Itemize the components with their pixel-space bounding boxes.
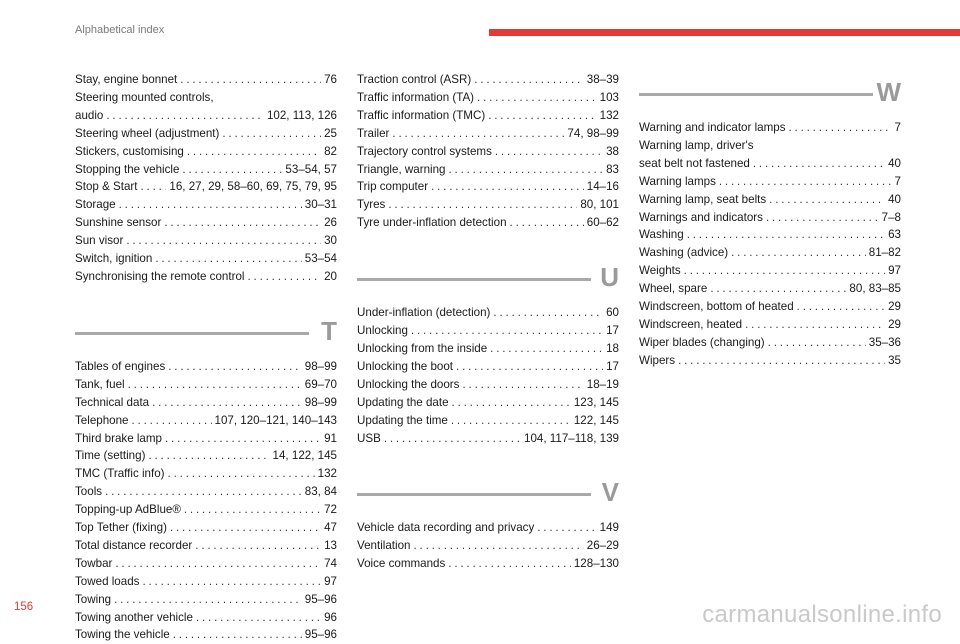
- index-entry-pages: 122, 145: [573, 413, 619, 427]
- index-entry-term: Updating the time: [357, 413, 448, 427]
- index-entry-pages: 7: [894, 174, 901, 188]
- index-entry: [639, 352, 901, 370]
- dot-leader: [384, 430, 521, 448]
- index-column-1: [75, 71, 337, 644]
- dot-leader: [152, 394, 302, 412]
- dot-leader: [768, 334, 866, 352]
- dot-leader: [490, 340, 603, 358]
- index-entry-term: Windscreen, heated: [639, 317, 743, 331]
- section-rule: [357, 493, 591, 496]
- index-entry: [75, 447, 337, 465]
- watermark: carmanualsonline.info: [702, 601, 942, 628]
- index-entry: [639, 262, 901, 280]
- index-entry-pages: 14, 122, 145: [272, 449, 337, 463]
- index-entry-pages: 82: [324, 144, 337, 158]
- index-entry-term: Tyres: [357, 198, 386, 212]
- index-entry: [357, 161, 619, 179]
- index-entry-term: seat belt not fastened: [639, 156, 750, 170]
- index-entry-term: Windscreen, bottom of heated: [639, 300, 794, 314]
- index-entry-term: Triangle, warning: [357, 162, 446, 176]
- index-entry-pages: 97: [324, 574, 337, 588]
- index-entry-term: Time (setting): [75, 449, 146, 463]
- index-entry: [357, 71, 619, 89]
- dot-leader: [142, 573, 321, 591]
- index-entry-pages: 53–54: [304, 252, 337, 266]
- index-entry-pages: 26: [324, 216, 337, 230]
- index-entry: [75, 161, 337, 179]
- dot-leader: [388, 196, 577, 214]
- index-entry-term: audio: [75, 108, 104, 122]
- index-entry: [75, 196, 337, 214]
- index-entry-pages: 72: [324, 503, 337, 517]
- dot-leader: [477, 89, 597, 107]
- index-entry: [357, 107, 619, 125]
- dot-leader: [222, 125, 321, 143]
- index-entry: [75, 268, 337, 286]
- dot-leader: [745, 316, 885, 334]
- index-entry-term: Updating the date: [357, 395, 449, 409]
- index-entry-term: Wiper blades (changing): [639, 335, 765, 349]
- dot-leader: [456, 358, 603, 376]
- index-column-2: [357, 71, 619, 573]
- dot-leader: [797, 298, 885, 316]
- dot-leader: [537, 519, 596, 537]
- index-entry-term: Ventilation: [357, 539, 411, 553]
- dot-leader: [114, 591, 302, 609]
- index-entry-pages: 38–39: [586, 73, 619, 86]
- index-entry-term: USB: [357, 431, 381, 445]
- index-entry: [357, 125, 619, 143]
- section-header: [639, 71, 901, 115]
- index-entry-term: Sunshine sensor: [75, 216, 162, 230]
- header-title: Alphabetical index: [75, 24, 165, 36]
- dot-leader: [187, 143, 321, 161]
- index-entry-term: Tank, fuel: [75, 377, 125, 391]
- index-entry-term: Towing the vehicle: [75, 628, 170, 642]
- index-entry-term: Stay, engine bonnet: [75, 73, 178, 86]
- dot-leader: [132, 412, 212, 430]
- index-entry-pages: 30: [324, 234, 337, 248]
- dot-leader: [164, 214, 321, 232]
- index-entry: [357, 358, 619, 376]
- index-entry-pages: 17: [606, 324, 619, 338]
- index-entry-term: Voice commands: [357, 557, 446, 571]
- index-entry-pages: 40: [888, 192, 901, 206]
- index-entry-term: Third brake lamp: [75, 431, 162, 445]
- index-entry-term: Towed loads: [75, 574, 140, 588]
- index-entry-term: Unlocking the boot: [357, 359, 454, 373]
- index-entry-term: Sun visor: [75, 234, 124, 248]
- index-entry: [75, 555, 337, 573]
- index-entry-pages: 132: [599, 108, 619, 122]
- index-entry: [75, 537, 337, 555]
- dot-leader: [766, 209, 879, 227]
- section-header: [75, 310, 337, 354]
- dot-leader: [173, 626, 302, 644]
- index-entry-term: Synchronising the remote control: [75, 269, 245, 283]
- index-entry-pages: 29: [888, 317, 901, 331]
- dot-leader: [170, 519, 321, 537]
- index-entry: [639, 316, 901, 334]
- index-entry-pages: 91: [324, 431, 337, 445]
- dot-leader: [105, 483, 302, 501]
- index-entry: [639, 226, 901, 244]
- index-entry-term: Storage: [75, 198, 116, 212]
- section-letter: W: [876, 77, 901, 107]
- dot-leader: [148, 447, 269, 465]
- index-entry-term: Towing: [75, 592, 112, 606]
- dot-leader: [392, 125, 564, 143]
- index-entry: [75, 465, 337, 483]
- section-header: [357, 256, 619, 300]
- index-entry-pages: 104, 117–118, 139: [524, 431, 619, 445]
- index-entry-term: Tyre under-inflation detection: [357, 216, 507, 230]
- index-entry-pages: 18–19: [586, 377, 619, 391]
- index-entry-pages: 7: [894, 121, 901, 134]
- index-entry-pages: 83: [606, 162, 619, 176]
- index-entry-pages: 95–96: [304, 628, 337, 642]
- index-entry-term: Trajectory control systems: [357, 144, 492, 158]
- index-entry-term: Topping-up AdBlue®: [75, 503, 181, 517]
- index-entry-term: Unlocking: [357, 324, 408, 338]
- index-entry-term: Technical data: [75, 395, 150, 409]
- header-accent-bar: [489, 29, 960, 36]
- section-rule: [639, 93, 873, 96]
- index-entry-term: Traffic information (TMC): [357, 108, 486, 122]
- index-entry-pages: 69–70: [304, 377, 337, 391]
- index-entry-pages: 35: [888, 353, 901, 367]
- index-entry: [75, 483, 337, 501]
- index-entry-term: Total distance recorder: [75, 538, 193, 552]
- index-entry-term: Warning lamps: [639, 174, 716, 188]
- section-letter: U: [600, 262, 619, 293]
- index-entry-term: Weights: [639, 264, 681, 278]
- dot-leader: [168, 358, 302, 376]
- index-entry: [357, 143, 619, 161]
- index-entry: [75, 394, 337, 412]
- index-entry: [357, 430, 619, 448]
- dot-leader: [710, 280, 846, 298]
- index-entry-term: Warning and indicator lamps: [639, 121, 786, 134]
- index-entry-term: Steering wheel (adjustment): [75, 126, 220, 140]
- section-header: [357, 471, 619, 515]
- index-entry-pages: 76: [324, 73, 337, 86]
- page-number: 156: [14, 601, 34, 613]
- index-entry-term: TMC (Traffic info): [75, 467, 165, 481]
- index-entry-pages: 80, 83–85: [849, 282, 901, 296]
- index-entry-pages: 53–54, 57: [285, 162, 337, 176]
- index-entry-pages: 30–31: [304, 198, 337, 212]
- index-entry-pages: 103: [599, 90, 619, 104]
- dot-leader: [731, 244, 866, 262]
- index-entry-pages: 107, 120–121, 140–143: [214, 413, 337, 427]
- dot-leader: [462, 376, 583, 394]
- dot-leader: [165, 430, 321, 448]
- index-entry: [75, 430, 337, 448]
- index-entry-term: Washing: [639, 228, 684, 242]
- index-entry-term: Washing (advice): [639, 246, 729, 260]
- index-entry: [357, 394, 619, 412]
- index-entry-pages: 98–99: [304, 359, 337, 373]
- index-entry-term: Trip computer: [357, 180, 429, 194]
- index-entry: [639, 298, 901, 316]
- index-entry: [75, 125, 337, 143]
- index-entry-pages: 60: [606, 306, 619, 320]
- dot-leader: [452, 394, 571, 412]
- index-entry-pages: 74: [324, 556, 337, 570]
- section-letter: V: [601, 477, 619, 508]
- index-entry: [639, 209, 901, 227]
- index-entry: [357, 214, 619, 232]
- index-entry-pages: 128–130: [573, 557, 619, 571]
- dot-leader: [195, 537, 321, 555]
- index-entry: [75, 501, 337, 519]
- index-entry: [357, 537, 619, 555]
- index-entry: [75, 573, 337, 591]
- index-entry: [75, 591, 337, 609]
- index-entry-pages: 20: [324, 269, 337, 283]
- index-entry-pages: 149: [599, 521, 619, 535]
- index-entry: [357, 519, 619, 537]
- index-entry-term: Unlocking the doors: [357, 377, 460, 391]
- index-entry-term: Towbar: [75, 556, 113, 570]
- index-entry-pages: 83, 84: [304, 485, 337, 499]
- dot-leader: [789, 119, 892, 137]
- index-entry-term: Traffic information (TA): [357, 90, 475, 104]
- index-entry-term: Traction control (ASR): [357, 73, 472, 86]
- index-entry: [639, 191, 901, 209]
- dot-leader: [488, 107, 596, 125]
- index-entry-pages: 26–29: [586, 539, 619, 553]
- dot-leader: [141, 178, 167, 196]
- index-entry-pages: 74, 98–99: [567, 126, 619, 140]
- dot-leader: [184, 501, 321, 519]
- index-entry: [357, 178, 619, 196]
- index-entry-term: Stickers, customising: [75, 144, 184, 158]
- index-entry-pages: 35–36: [868, 335, 901, 349]
- dot-leader: [196, 609, 321, 627]
- index-entry: [357, 322, 619, 340]
- index-entry-pages: 25: [324, 126, 337, 140]
- dot-leader: [687, 226, 885, 244]
- index-entry: [357, 412, 619, 430]
- index-entry-pages: 40: [888, 156, 901, 170]
- index-entry: [357, 555, 619, 573]
- dot-leader: [126, 232, 321, 250]
- index-entry-pages: 102, 113, 126: [266, 108, 337, 122]
- index-entry-pages: 29: [888, 300, 901, 314]
- dot-leader: [474, 71, 583, 89]
- index-entry-pages: 63: [888, 228, 901, 242]
- index-entry: [75, 609, 337, 627]
- index-entry: [639, 137, 901, 173]
- index-entry-pages: 97: [888, 264, 901, 278]
- section-rule: [75, 332, 309, 335]
- index-entry-term: Stopping the vehicle: [75, 162, 180, 176]
- index-entry: [75, 412, 337, 430]
- dot-leader: [248, 268, 322, 286]
- index-entry: [639, 280, 901, 298]
- dot-leader: [168, 465, 315, 483]
- index-entry: [639, 244, 901, 262]
- index-entry: [75, 232, 337, 250]
- index-entry: [75, 178, 337, 196]
- dot-leader: [106, 107, 264, 125]
- dot-leader: [155, 250, 301, 268]
- index-entry-pages: 60–62: [586, 216, 619, 230]
- index-entry-term-line1: Steering mounted controls,: [75, 90, 214, 104]
- index-entry-pages: 13: [324, 538, 337, 552]
- index-entry-pages: 18: [606, 341, 619, 355]
- dot-leader: [493, 304, 603, 322]
- dot-leader: [448, 555, 571, 573]
- index-entry-term: Telephone: [75, 413, 129, 427]
- index-entry-pages: 14–16: [586, 180, 619, 194]
- index-entry: [75, 519, 337, 537]
- index-entry: [75, 214, 337, 232]
- dot-leader: [719, 173, 892, 191]
- index-entry: [639, 334, 901, 352]
- dot-leader: [119, 196, 302, 214]
- index-entry: [357, 89, 619, 107]
- index-entry-term: Warnings and indicators: [639, 210, 763, 224]
- index-entry-pages: 123, 145: [573, 395, 619, 409]
- dot-leader: [128, 376, 302, 394]
- index-entry-term: Trailer: [357, 126, 390, 140]
- index-entry: [639, 119, 901, 137]
- index-entry-term: Vehicle data recording and privacy: [357, 521, 535, 535]
- index-entry-term: Wheel, spare: [639, 282, 708, 296]
- dot-leader: [180, 71, 321, 89]
- index-entry-pages: 95–96: [304, 592, 337, 606]
- index-entry: [75, 89, 337, 125]
- index-entry-term: Top Tether (fixing): [75, 521, 167, 535]
- dot-leader: [769, 191, 885, 209]
- dot-leader: [182, 161, 282, 179]
- index-entry-term: Unlocking from the inside: [357, 341, 488, 355]
- index-entry-term: Tables of engines: [75, 359, 166, 373]
- index-entry: [75, 143, 337, 161]
- index-entry-pages: 81–82: [868, 246, 901, 260]
- index-entry-pages: 98–99: [304, 395, 337, 409]
- index-entry-term: Switch, ignition: [75, 252, 153, 266]
- index-entry-term: Towing another vehicle: [75, 610, 193, 624]
- dot-leader: [678, 352, 885, 370]
- section-letter: T: [321, 315, 337, 346]
- section-rule: [357, 278, 591, 281]
- index-entry-term: Tools: [75, 485, 103, 499]
- index-entry-pages: 132: [317, 467, 337, 481]
- index-entry: [357, 196, 619, 214]
- index-entry: [75, 71, 337, 89]
- dot-leader: [684, 262, 885, 280]
- index-entry-pages: 17: [606, 359, 619, 373]
- index-entry-pages: 96: [324, 610, 337, 624]
- dot-leader: [451, 412, 571, 430]
- index-entry-term: Under-inflation (detection): [357, 306, 491, 320]
- index-entry-term: Stop & Start: [75, 180, 138, 194]
- index-column-3: [639, 71, 901, 370]
- index-entry-pages: 47: [324, 521, 337, 535]
- index-entry-term: Wipers: [639, 353, 676, 367]
- index-entry: [639, 173, 901, 191]
- index-entry-pages: 38: [606, 144, 619, 158]
- index-entry-pages: 7–8: [881, 210, 901, 224]
- dot-leader: [510, 214, 584, 232]
- index-entry-term-line1: Warning lamp, driver's: [639, 138, 754, 152]
- dot-leader: [431, 178, 584, 196]
- index-entry: [75, 376, 337, 394]
- index-entry: [75, 358, 337, 376]
- index-entry: [357, 340, 619, 358]
- dot-leader: [753, 155, 885, 173]
- index-entry: [75, 250, 337, 268]
- index-entry-pages: 16, 27, 29, 58–60, 69, 75, 79, 95: [169, 180, 337, 194]
- index-entry-term: Warning lamp, seat belts: [639, 192, 767, 206]
- dot-leader: [411, 322, 603, 340]
- dot-leader: [495, 143, 603, 161]
- index-entry: [357, 304, 619, 322]
- dot-leader: [115, 555, 321, 573]
- index-entry-pages: 80, 101: [580, 198, 619, 212]
- index-entry: [357, 376, 619, 394]
- dot-leader: [449, 161, 604, 179]
- index-entry: [75, 626, 337, 644]
- dot-leader: [414, 537, 584, 555]
